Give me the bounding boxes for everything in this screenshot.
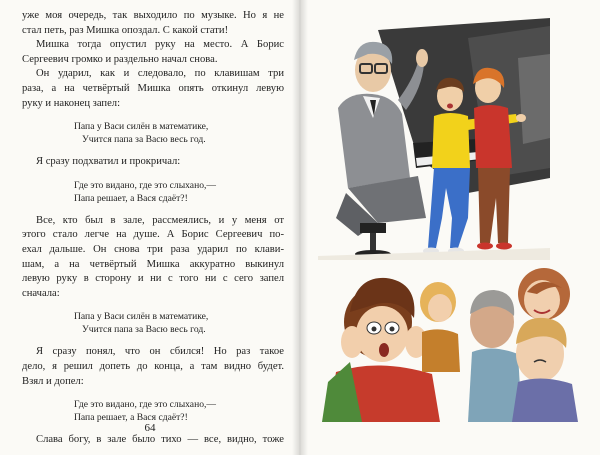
text-line: дело, я решил допеть до конца, а там видно будет. (22, 360, 284, 372)
verse-line: Папа решает, а Вася сдаёт?! (74, 192, 188, 204)
text-line: Я сразу подхватил и прокричал: (36, 156, 181, 168)
verse-line: Папа у Васи силён в математике, (74, 121, 209, 133)
text-line: Сергеевич громко и раздельно начал снова. (22, 53, 218, 65)
text-line: Взял и допел: (22, 375, 84, 387)
right-page (300, 0, 600, 455)
text-line: Мишка тогда опустил руку на место. А Борис (36, 39, 284, 51)
page-text-block (22, 9, 284, 448)
verse-line: Папа у Васи силён в математике, (74, 311, 209, 323)
text-line: этого стало легче на душе. А Борис Сергеевич по- (22, 229, 284, 241)
text-line: Слава богу, в зале было тихо — все, видно, тоже (36, 434, 284, 446)
page-number: 64 (144, 422, 156, 434)
verse-line: Где это видано, где это слыхано,— (74, 179, 216, 191)
text-line: сначала: (22, 287, 60, 299)
text-line: Он ударил, как и следовало, по клавишам три (36, 68, 284, 80)
verse-line: Учится папа за Васю весь год. (82, 324, 206, 336)
text-line: руку и наконец запел: (22, 97, 121, 109)
text-line: уже моя очередь, так выходило по музыке. Но я не (22, 10, 284, 21)
text-line: Все, кто был в зале, рассмеялись, и у меня от (36, 214, 284, 226)
text-line: раза, а на четвёртый Мишка опять откинул левую (22, 82, 284, 94)
listening-children-illustration (322, 262, 592, 422)
book-gutter (292, 0, 308, 455)
verse-line: Где это видано, где это слыхано,— (74, 399, 216, 411)
text-line: шам, а на четвёртый Мишка аккуратно выкинул (22, 258, 284, 270)
text-line: левую руку в сторону и ни с того ни с сего запел (22, 273, 284, 285)
verse-line: Папа решает, а Вася сдаёт?! (74, 412, 188, 424)
text-line: ехал дальше. Он снова три раза ударил по клави- (22, 243, 284, 255)
text-line: Я сразу понял, что он сбился! Но раз такое (36, 346, 284, 358)
piano-scene-illustration (318, 18, 550, 260)
verse-line: Учится папа за Васю весь год. (82, 134, 206, 146)
text-line: стал петь, раз Мишка опоздал. С какой стати! (22, 24, 229, 36)
